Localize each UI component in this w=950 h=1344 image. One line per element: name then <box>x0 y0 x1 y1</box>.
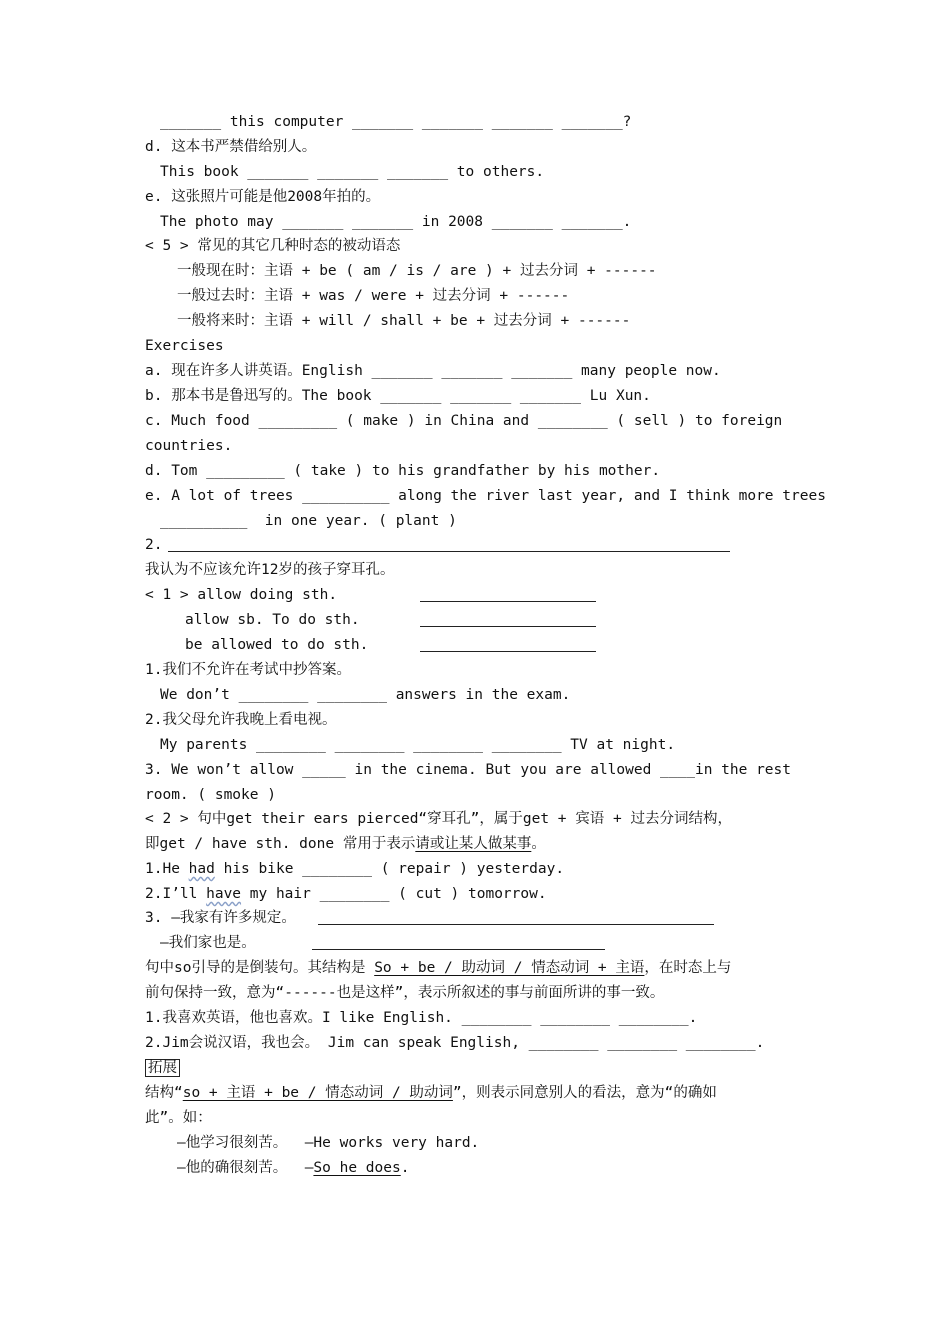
exercise-line: —我们家也是。 <box>160 935 256 951</box>
exercise-line: 3. We won’t allow _____ in the cinema. But you are allowed ____in the rest <box>145 762 792 778</box>
exercises-heading: Exercises <box>145 338 224 354</box>
phrase-line: allow sb. To do sth. <box>185 612 360 628</box>
phrase-line: < 1 > allow doing sth. <box>145 587 338 603</box>
section-heading: < 5 > 常见的其它几种时态的被动语态 <box>145 238 401 254</box>
exercise-line: We don’t ________ ________ answers in the exam. <box>160 687 571 703</box>
answer-blank <box>420 626 596 627</box>
marked-word: had <box>188 861 215 877</box>
exercise-line: 1.我喜欢英语，他也喜欢。I like English. ________ ________ ________. <box>145 1010 698 1026</box>
exercise-line: e. 这张照片可能是他2008年拍的。 <box>145 189 381 205</box>
underlined-structure: So + be / 助动词 / 情态动词 + 主语 <box>374 960 645 976</box>
exercise-line: room. ( smoke ) <box>145 787 276 803</box>
marked-word: have <box>206 886 242 902</box>
explanation-line: 此”。如： <box>145 1110 212 1126</box>
exercise-line: 1.He had his bike ________ ( repair ) yesterday. <box>145 861 565 877</box>
rule-line: 一般过去时：主语 + was / were + 过去分词 + ------ <box>177 288 570 304</box>
extension-heading <box>145 1059 180 1077</box>
exercise-line: __________ in one year. ( plant ) <box>160 513 457 529</box>
answer-blank <box>168 551 730 552</box>
exercise-line: countries. <box>145 438 233 454</box>
rule-line: 一般将来时：主语 + will / shall + be + 过去分词 + ------ <box>177 313 631 329</box>
section-heading: < 2 > 句中get their ears pierced“穿耳孔”，属于get + 宾语 + 过去分词结构， <box>145 811 732 827</box>
extension-box: 拓展 <box>145 1059 180 1077</box>
explanation-line: 结构“so + 主语 + be / 情态动词 / 助动词”，则表示同意别人的看法，意为“的确如 <box>145 1085 717 1101</box>
exercise-line: c. Much food _________ ( make ) in China and ________ ( sell ) to foreign <box>145 413 783 429</box>
rule-line: 一般现在时：主语 + be ( am / is / are ) + 过去分词 + ------ <box>177 263 657 279</box>
explanation-line: 即get / have sth. done 常用于表示请或让某人做某事。 <box>145 836 546 852</box>
underlined-structure: so + 主语 + be / 情态动词 / 助动词 <box>182 1085 453 1101</box>
explanation-line: 句中so引导的是倒装句。其结构是 So + be / 助动词 / 情态动词 + 主语，在时态上与 <box>145 960 732 976</box>
exercise-line: 2.我父母允许我晚上看电视。 <box>145 712 337 728</box>
sentence-prompt: 我认为不应该允许12岁的孩子穿耳孔。 <box>145 562 395 578</box>
answer-blank <box>312 949 605 950</box>
underlined-answer: So he does <box>313 1160 401 1176</box>
exercise-line: e. A lot of trees __________ along the river last year, and I think more trees <box>145 488 826 504</box>
example-line: —他学习很刻苦。 —He works very hard. <box>177 1135 480 1151</box>
exercise-line: The photo may _______ _______ in 2008 _______ _______. <box>160 214 632 230</box>
exercise-line: b. 那本书是鲁迅写的。The book _______ _______ _______ Lu Xun. <box>145 388 651 404</box>
exercise-line: _______ this computer _______ _______ _______ _______? <box>160 114 632 130</box>
phrase-line: be allowed to do sth. <box>185 637 369 653</box>
exercise-line: 2.I’ll have my hair ________ ( cut ) tomorrow. <box>145 886 547 902</box>
example-line: —他的确很刻苦。 —So he does. <box>177 1160 410 1176</box>
exercise-line: My parents ________ ________ ________ ________ TV at night. <box>160 737 676 753</box>
exercise-line: a. 现在许多人讲英语。English _______ _______ _______ many people now. <box>145 363 721 379</box>
exercise-line: This book _______ _______ _______ to others. <box>160 164 545 180</box>
exercise-line: 2.Jim会说汉语，我也会。 Jim can speak English, ________ ________ ________. <box>145 1035 765 1051</box>
answer-blank <box>420 601 596 602</box>
exercise-line: 3. —我家有许多规定。 <box>145 910 296 926</box>
answer-blank <box>420 651 596 652</box>
item-number: 2. <box>145 537 163 553</box>
exercise-line: 1.我们不允许在考试中抄答案。 <box>145 662 351 678</box>
underlined-phrase: 请或让某人做某事 <box>415 836 532 852</box>
exercise-line: d. 这本书严禁借给别人。 <box>145 139 317 155</box>
explanation-line: 前句保持一致，意为“------也是这样”，表示所叙述的事与前面所讲的事一致。 <box>145 985 665 1001</box>
exercise-line: d. Tom _________ ( take ) to his grandfather by his mother. <box>145 463 661 479</box>
answer-blank <box>318 924 714 925</box>
